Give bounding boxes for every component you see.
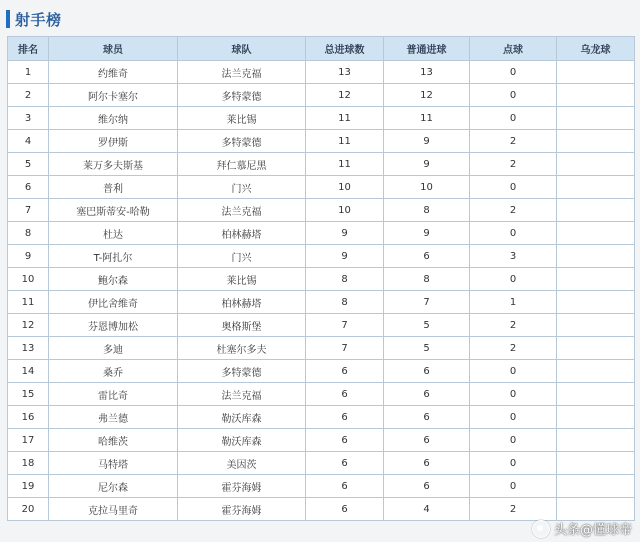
cell-player: 普利 xyxy=(49,176,178,199)
cell-own-goals xyxy=(557,475,635,498)
cell-player: 马特塔 xyxy=(49,452,178,475)
cell-player: 约维奇 xyxy=(49,61,178,84)
cell-penalties: 0 xyxy=(470,475,557,498)
cell-player: 杜达 xyxy=(49,222,178,245)
cell-player: 维尔纳 xyxy=(49,107,178,130)
header-regular-goals: 普通进球 xyxy=(384,37,470,61)
cell-regular-goals: 10 xyxy=(384,176,470,199)
cell-rank: 20 xyxy=(8,498,49,521)
cell-team: 勒沃库森 xyxy=(178,406,306,429)
cell-team: 法兰克福 xyxy=(178,199,306,222)
cell-total-goals: 7 xyxy=(306,314,384,337)
cell-player: 雷比奇 xyxy=(49,383,178,406)
cell-total-goals: 12 xyxy=(306,84,384,107)
cell-own-goals xyxy=(557,383,635,406)
table-row xyxy=(8,107,635,130)
cell-team: 杜塞尔多夫 xyxy=(178,337,306,360)
table-row xyxy=(8,199,635,222)
cell-own-goals xyxy=(557,291,635,314)
cell-total-goals: 11 xyxy=(306,107,384,130)
cell-rank: 18 xyxy=(8,452,49,475)
cell-player: T-阿扎尔 xyxy=(49,245,178,268)
cell-rank: 19 xyxy=(8,475,49,498)
cell-penalties: 0 xyxy=(470,222,557,245)
cell-own-goals xyxy=(557,452,635,475)
cell-team: 门兴 xyxy=(178,245,306,268)
header-own-goals: 乌龙球 xyxy=(557,37,635,61)
cell-rank: 16 xyxy=(8,406,49,429)
cell-rank: 14 xyxy=(8,360,49,383)
table-container xyxy=(7,36,634,521)
table-row xyxy=(8,429,635,452)
cell-own-goals xyxy=(557,199,635,222)
cell-own-goals xyxy=(557,268,635,291)
table-header xyxy=(8,37,635,61)
cell-player: 克拉马里奇 xyxy=(49,498,178,521)
cell-rank: 13 xyxy=(8,337,49,360)
cell-total-goals: 8 xyxy=(306,291,384,314)
cell-rank: 3 xyxy=(8,107,49,130)
cell-rank: 5 xyxy=(8,153,49,176)
header-total-goals: 总进球数 xyxy=(306,37,384,61)
cell-regular-goals: 6 xyxy=(384,360,470,383)
cell-total-goals: 6 xyxy=(306,383,384,406)
cell-total-goals: 6 xyxy=(306,475,384,498)
cell-regular-goals: 5 xyxy=(384,337,470,360)
cell-total-goals: 8 xyxy=(306,268,384,291)
cell-regular-goals: 8 xyxy=(384,268,470,291)
header-penalties: 点球 xyxy=(470,37,557,61)
cell-team: 多特蒙德 xyxy=(178,130,306,153)
table-row xyxy=(8,130,635,153)
cell-penalties: 0 xyxy=(470,429,557,452)
cell-own-goals xyxy=(557,429,635,452)
cell-total-goals: 11 xyxy=(306,153,384,176)
cell-team: 莱比锡 xyxy=(178,268,306,291)
header-player: 球员 xyxy=(49,37,178,61)
cell-player: 伊比舍维奇 xyxy=(49,291,178,314)
cell-team: 多特蒙德 xyxy=(178,84,306,107)
circle-logo-icon xyxy=(532,520,550,538)
watermark xyxy=(532,519,632,538)
cell-regular-goals: 8 xyxy=(384,199,470,222)
cell-total-goals: 6 xyxy=(306,429,384,452)
cell-regular-goals: 6 xyxy=(384,383,470,406)
cell-own-goals xyxy=(557,245,635,268)
cell-rank: 8 xyxy=(8,222,49,245)
cell-team: 拜仁慕尼黑 xyxy=(178,153,306,176)
table-row xyxy=(8,176,635,199)
cell-total-goals: 7 xyxy=(306,337,384,360)
table-row xyxy=(8,475,635,498)
cell-player: 罗伊斯 xyxy=(49,130,178,153)
cell-rank: 9 xyxy=(8,245,49,268)
header-rank: 排名 xyxy=(8,37,49,61)
cell-regular-goals: 7 xyxy=(384,291,470,314)
cell-team: 柏林赫塔 xyxy=(178,291,306,314)
cell-regular-goals: 9 xyxy=(384,130,470,153)
table-row xyxy=(8,498,635,521)
cell-own-goals xyxy=(557,337,635,360)
section-title-bar xyxy=(6,7,62,31)
cell-player: 阿尔卡塞尔 xyxy=(49,84,178,107)
cell-regular-goals: 9 xyxy=(384,222,470,245)
cell-rank: 7 xyxy=(8,199,49,222)
table-row xyxy=(8,383,635,406)
cell-rank: 11 xyxy=(8,291,49,314)
cell-own-goals xyxy=(557,498,635,521)
cell-rank: 4 xyxy=(8,130,49,153)
table-row xyxy=(8,222,635,245)
cell-team: 霍芬海姆 xyxy=(178,498,306,521)
cell-regular-goals: 11 xyxy=(384,107,470,130)
cell-total-goals: 9 xyxy=(306,245,384,268)
cell-regular-goals: 6 xyxy=(384,475,470,498)
table-row xyxy=(8,61,635,84)
cell-rank: 15 xyxy=(8,383,49,406)
cell-penalties: 0 xyxy=(470,360,557,383)
cell-penalties: 2 xyxy=(470,130,557,153)
cell-own-goals xyxy=(557,222,635,245)
cell-penalties: 0 xyxy=(470,107,557,130)
cell-penalties: 0 xyxy=(470,176,557,199)
table-row xyxy=(8,153,635,176)
cell-player: 哈维茨 xyxy=(49,429,178,452)
cell-team: 门兴 xyxy=(178,176,306,199)
cell-own-goals xyxy=(557,360,635,383)
cell-regular-goals: 6 xyxy=(384,245,470,268)
cell-team: 霍芬海姆 xyxy=(178,475,306,498)
cell-player: 莱万多夫斯基 xyxy=(49,153,178,176)
table-row xyxy=(8,84,635,107)
cell-own-goals xyxy=(557,406,635,429)
cell-player: 塞巴斯蒂安-哈勒 xyxy=(49,199,178,222)
cell-team: 勒沃库森 xyxy=(178,429,306,452)
table-row xyxy=(8,452,635,475)
cell-penalties: 2 xyxy=(470,314,557,337)
cell-penalties: 0 xyxy=(470,452,557,475)
cell-own-goals xyxy=(557,314,635,337)
title-accent-bar xyxy=(6,10,10,28)
header-row xyxy=(8,37,635,61)
cell-rank: 10 xyxy=(8,268,49,291)
cell-total-goals: 6 xyxy=(306,406,384,429)
cell-total-goals: 13 xyxy=(306,61,384,84)
cell-total-goals: 6 xyxy=(306,360,384,383)
cell-penalties: 0 xyxy=(470,61,557,84)
cell-rank: 6 xyxy=(8,176,49,199)
cell-penalties: 0 xyxy=(470,406,557,429)
cell-team: 莱比锡 xyxy=(178,107,306,130)
cell-penalties: 2 xyxy=(470,337,557,360)
cell-penalties: 2 xyxy=(470,199,557,222)
cell-own-goals xyxy=(557,130,635,153)
cell-penalties: 3 xyxy=(470,245,557,268)
cell-total-goals: 11 xyxy=(306,130,384,153)
cell-penalties: 0 xyxy=(470,383,557,406)
cell-regular-goals: 6 xyxy=(384,429,470,452)
cell-team: 多特蒙德 xyxy=(178,360,306,383)
cell-regular-goals: 13 xyxy=(384,61,470,84)
cell-player: 多迪 xyxy=(49,337,178,360)
cell-penalties: 0 xyxy=(470,268,557,291)
cell-regular-goals: 6 xyxy=(384,452,470,475)
cell-penalties: 2 xyxy=(470,498,557,521)
section-title: 射手榜 xyxy=(15,10,62,29)
cell-regular-goals: 5 xyxy=(384,314,470,337)
cell-team: 柏林赫塔 xyxy=(178,222,306,245)
cell-penalties: 1 xyxy=(470,291,557,314)
cell-team: 法兰克福 xyxy=(178,61,306,84)
cell-total-goals: 9 xyxy=(306,222,384,245)
cell-total-goals: 6 xyxy=(306,452,384,475)
cell-regular-goals: 6 xyxy=(384,406,470,429)
table-row xyxy=(8,406,635,429)
cell-own-goals xyxy=(557,153,635,176)
cell-own-goals xyxy=(557,176,635,199)
cell-player: 桑乔 xyxy=(49,360,178,383)
cell-team: 法兰克福 xyxy=(178,383,306,406)
cell-player: 鲍尔森 xyxy=(49,268,178,291)
scorers-table xyxy=(7,36,635,521)
table-body xyxy=(8,61,635,521)
cell-player: 芬恩博加松 xyxy=(49,314,178,337)
cell-regular-goals: 9 xyxy=(384,153,470,176)
cell-total-goals: 6 xyxy=(306,498,384,521)
cell-penalties: 0 xyxy=(470,84,557,107)
cell-player: 弗兰德 xyxy=(49,406,178,429)
cell-penalties: 2 xyxy=(470,153,557,176)
cell-player: 尼尔森 xyxy=(49,475,178,498)
table-row xyxy=(8,245,635,268)
cell-regular-goals: 12 xyxy=(384,84,470,107)
cell-team: 奥格斯堡 xyxy=(178,314,306,337)
table-row xyxy=(8,360,635,383)
cell-rank: 17 xyxy=(8,429,49,452)
cell-rank: 2 xyxy=(8,84,49,107)
cell-total-goals: 10 xyxy=(306,199,384,222)
cell-own-goals xyxy=(557,107,635,130)
cell-total-goals: 10 xyxy=(306,176,384,199)
cell-regular-goals: 4 xyxy=(384,498,470,521)
cell-team: 美因茨 xyxy=(178,452,306,475)
watermark-text: 头条@懂球帝 xyxy=(553,523,632,538)
table-row xyxy=(8,337,635,360)
cell-rank: 12 xyxy=(8,314,49,337)
cell-own-goals xyxy=(557,61,635,84)
header-team: 球队 xyxy=(178,37,306,61)
cell-own-goals xyxy=(557,84,635,107)
table-row xyxy=(8,314,635,337)
table-row xyxy=(8,268,635,291)
table-row xyxy=(8,291,635,314)
cell-rank: 1 xyxy=(8,61,49,84)
